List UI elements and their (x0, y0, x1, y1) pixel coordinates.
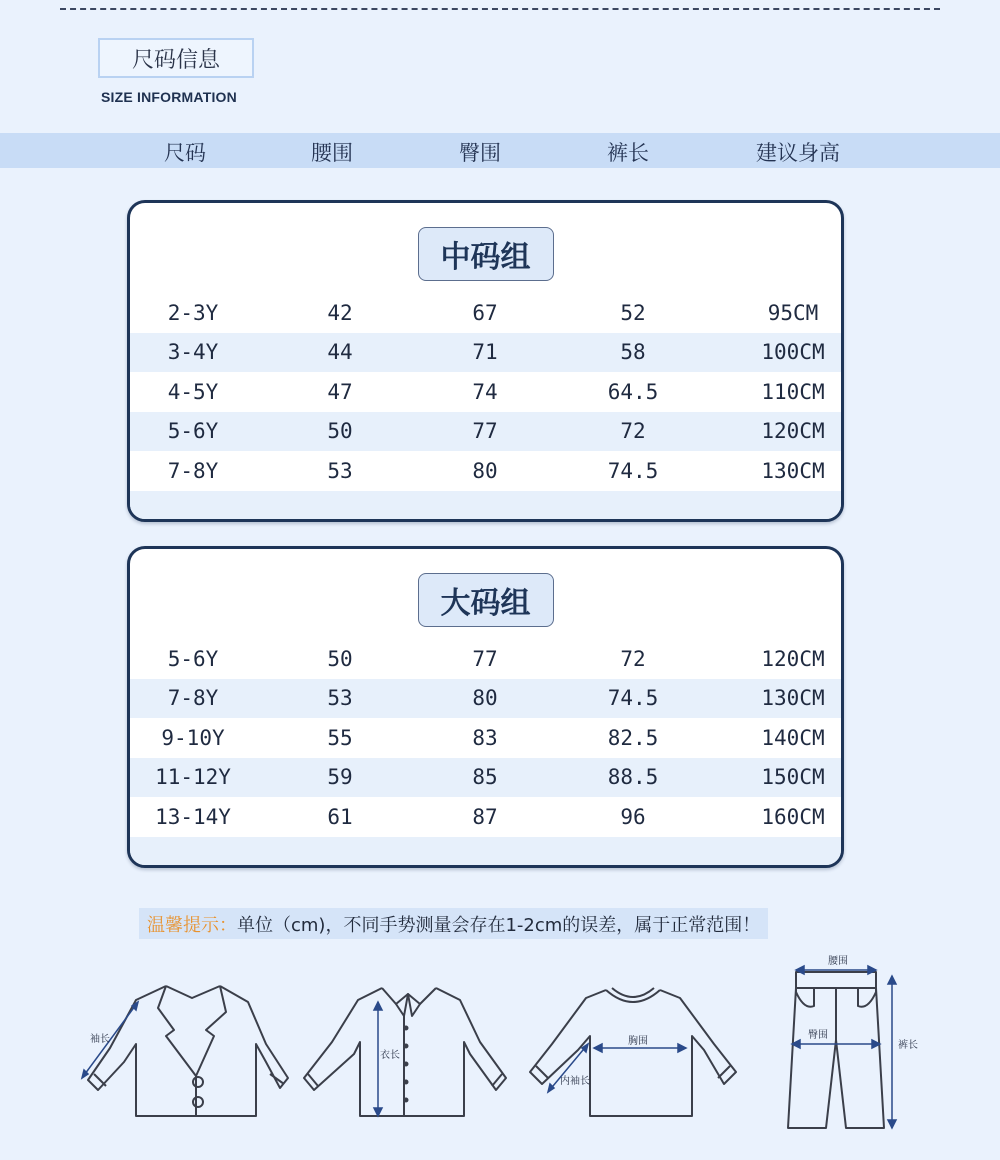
header-suggested-height: 建议身高 (756, 141, 840, 165)
table-row (130, 797, 841, 837)
cell-height: 110CM (761, 379, 825, 404)
cell-pants-length: 82.5 (607, 725, 659, 750)
cell-height: 95CM (767, 300, 819, 325)
table-row (130, 758, 841, 798)
cell-pants-length: 72 (620, 646, 646, 671)
size-group-card-medium (127, 200, 844, 522)
cell-height: 120CM (761, 419, 825, 444)
cell-size: 5-6Y (167, 419, 219, 444)
cell-hip: 80 (472, 686, 498, 711)
shirt-length-label: 衣长 (380, 1050, 400, 1061)
cell-size: 5-6Y (167, 646, 219, 671)
table-row (130, 333, 841, 373)
cell-size: 9-10Y (161, 725, 225, 750)
cell-size: 7-8Y (167, 686, 219, 711)
jacket-icon (74, 978, 294, 1124)
measurement-tip (139, 908, 768, 939)
cell-pants-length: 64.5 (607, 379, 659, 404)
jacket-sleeve-label: 袖长 (90, 1034, 110, 1045)
cell-hip: 85 (472, 765, 498, 790)
size-rows-medium (130, 293, 841, 522)
cell-size: 2-3Y (167, 300, 219, 325)
cell-hip: 67 (472, 300, 498, 325)
cell-waist: 50 (327, 646, 353, 671)
sweater-chest-label: 胸围 (628, 1036, 648, 1047)
cell-size: 11-12Y (155, 765, 231, 790)
cell-hip: 74 (472, 379, 498, 404)
cell-waist: 50 (327, 419, 353, 444)
pants-length-label: 裤长 (898, 1040, 918, 1051)
cell-waist: 55 (327, 725, 353, 750)
sweater-icon (526, 984, 746, 1120)
cell-hip: 71 (472, 340, 498, 365)
cell-pants-length: 88.5 (607, 765, 659, 790)
cell-waist: 42 (327, 300, 353, 325)
cell-waist: 44 (327, 340, 353, 365)
shirt-icon (300, 982, 510, 1122)
cell-hip: 80 (472, 458, 498, 483)
cell-size: 4-5Y (167, 379, 219, 404)
section-title-en: SIZE INFORMATION (101, 89, 237, 105)
cell-waist: 61 (327, 804, 353, 829)
cell-size: 13-14Y (155, 804, 231, 829)
cell-waist: 47 (327, 379, 353, 404)
table-row (130, 293, 841, 333)
cell-height: 100CM (761, 340, 825, 365)
cell-size: 3-4Y (167, 340, 219, 365)
cell-size: 7-8Y (167, 458, 219, 483)
header-pants-length: 裤长 (607, 141, 649, 165)
table-row (130, 451, 841, 491)
table-row (130, 372, 841, 412)
header-hip: 臀围 (459, 141, 501, 165)
table-row (130, 679, 841, 719)
cell-pants-length: 74.5 (607, 458, 659, 483)
pants-waist-label: 腰围 (828, 956, 848, 967)
cell-pants-length: 58 (620, 340, 646, 365)
cell-pants-length: 74.5 (607, 686, 659, 711)
pants-hip-label: 臀围 (808, 1030, 828, 1041)
table-row-spacer (130, 491, 841, 523)
cell-hip: 77 (472, 419, 498, 444)
cell-height: 150CM (761, 765, 825, 790)
tip-label: 温馨提示： (147, 914, 237, 936)
cell-height: 130CM (761, 458, 825, 483)
tip-text: 单位（cm)，不同手势测量会存在1-2cm的误差，属于正常范围！ (237, 914, 761, 936)
table-row (130, 718, 841, 758)
cell-waist: 53 (327, 686, 353, 711)
pants-icon (782, 952, 932, 1132)
cell-height: 140CM (761, 725, 825, 750)
cell-height: 160CM (761, 804, 825, 829)
table-row-spacer (130, 837, 841, 869)
cell-pants-length: 96 (620, 804, 646, 829)
cell-hip: 87 (472, 804, 498, 829)
cell-hip: 77 (472, 646, 498, 671)
cell-waist: 59 (327, 765, 353, 790)
cell-pants-length: 72 (620, 419, 646, 444)
header-size: 尺码 (164, 141, 206, 165)
table-row (130, 412, 841, 452)
group-title-large: 大码组 (418, 573, 554, 627)
size-rows-large (130, 639, 841, 868)
size-group-card-large (127, 546, 844, 868)
group-title-medium: 中码组 (418, 227, 554, 281)
table-row (130, 639, 841, 679)
cell-pants-length: 52 (620, 300, 646, 325)
header-waist: 腰围 (311, 141, 353, 165)
cell-waist: 53 (327, 458, 353, 483)
cell-height: 120CM (761, 646, 825, 671)
cell-hip: 83 (472, 725, 498, 750)
section-title-cn: 尺码信息 (98, 38, 254, 78)
cell-height: 130CM (761, 686, 825, 711)
top-dashed-divider (60, 8, 940, 10)
sweater-inner-sleeve-label: 内袖长 (560, 1076, 590, 1087)
size-table-header (0, 133, 1000, 168)
